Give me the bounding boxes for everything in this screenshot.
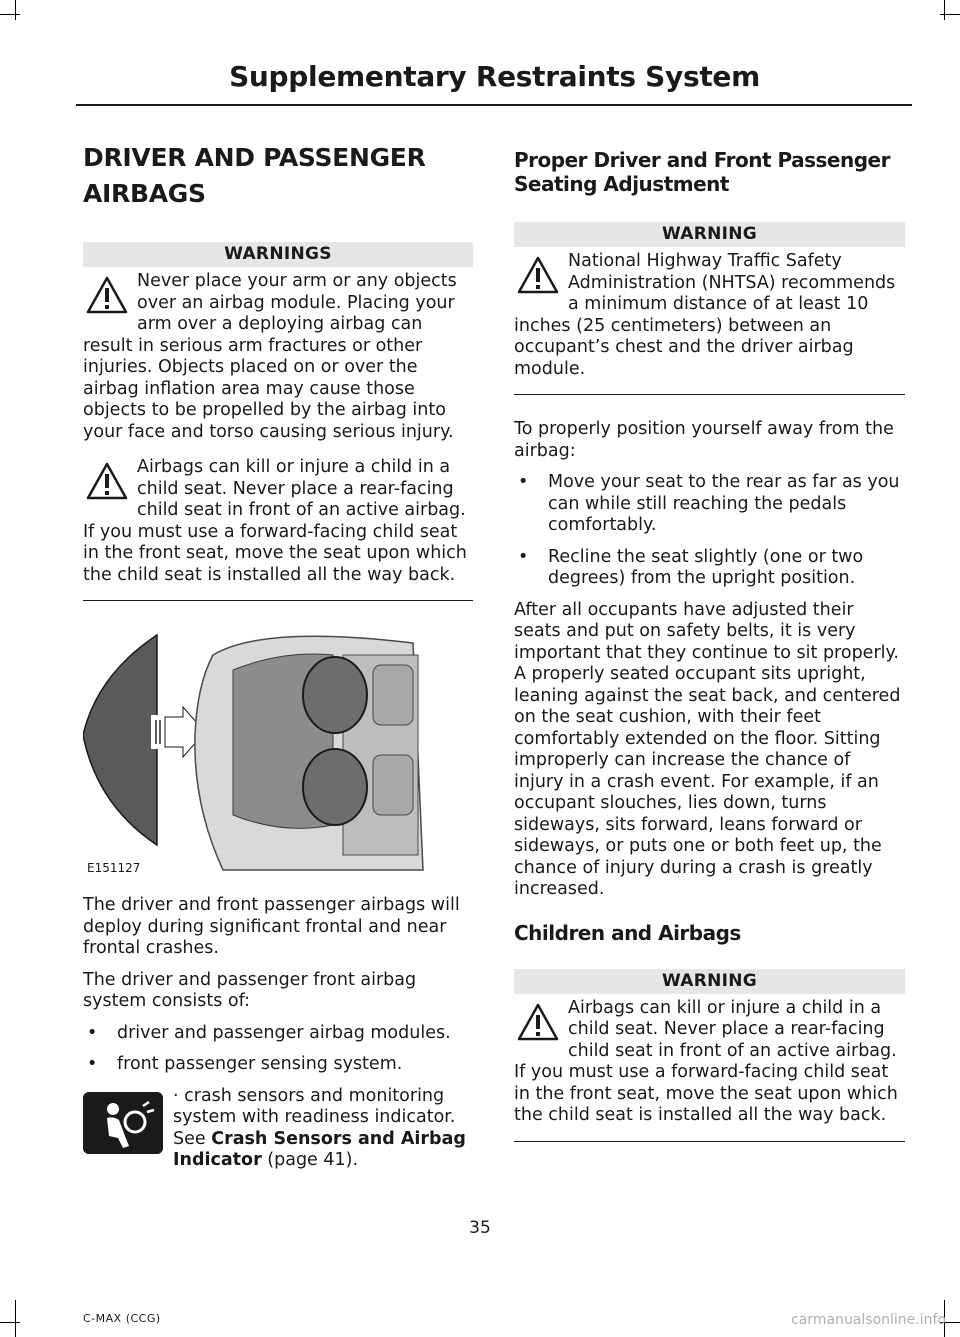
warning-block — [83, 271, 473, 443]
warning-end-rule — [83, 600, 473, 601]
body-paragraph: After all occupants have adjusted their seats and put on safety belts, it is very important that they continue to sit properly. A properly seated occupant sits upright, leaning against the seat back, and centered on the seat cushion, with their feet comfortably extended on the floor. Sitting improperly can increase the chance of injury in a crash event. For example, if an occupant slouches, lies down, turns sideways, sits forward, leans forward or sideways, or puts one or both feet up, the chance of injury during a crash is greatly increased. — [514, 599, 901, 899]
crop-mark — [0, 1322, 20, 1323]
list-item: • Move your seat to the rear as far as you can while still reaching the pedals comfortably. — [514, 472, 905, 537]
crop-mark — [944, 0, 945, 20]
crop-mark — [0, 14, 20, 15]
subsection-heading: Proper Driver and Front Passenger Seating Adjustment — [514, 148, 890, 196]
car-topview-illustration — [83, 625, 473, 875]
bullet-list — [83, 1023, 473, 1076]
right-column — [514, 148, 905, 1166]
warning-triangle-icon — [85, 275, 129, 315]
warning-triangle-icon — [85, 461, 129, 501]
subsection-heading: Children and Airbags — [514, 920, 741, 945]
warning-text: Airbags can kill or injure a child in a child seat. Never place a rear-facing child seat in front of an active airbag. If you must use a forward-facing child seat in the front seat, move the seat upon which the child seat is installed all the way back. — [83, 457, 467, 585]
crop-mark — [940, 14, 960, 15]
warning-block — [83, 457, 473, 586]
list-item: • driver and passenger airbag modules. — [83, 1023, 473, 1045]
watermark: carmanualsonline.info — [791, 1312, 946, 1328]
warning-triangle-icon — [516, 1002, 560, 1042]
warning-block — [514, 251, 905, 380]
indicator-text: · crash sensors and monitoring system with readiness indicator. See — [173, 1085, 456, 1149]
airbag-indicator-icon — [83, 1092, 163, 1154]
crop-mark — [15, 0, 16, 20]
warning-text: Airbags can kill or injure a child in a child seat. Never place a rear-facing child seat in front of an active airbag. If you must use a forward-facing child seat in the front seat, move the seat upon which the child seat is installed all the way back. — [514, 997, 898, 1125]
figure-code: E151127 — [87, 861, 141, 875]
warning-end-rule — [514, 394, 905, 395]
crop-mark — [15, 1300, 16, 1337]
cross-reference-link[interactable]: Crash Sensors and Airbag Indicator — [173, 1128, 466, 1170]
warning-text: National Highway Traffic Safety Administration (NHTSA) recommends a minimum distance of at least 10 inches (25 centimeters) between an occupant’s chest and the driver airbag module. — [514, 251, 896, 379]
page-number: 35 — [469, 1218, 491, 1238]
list-item: • front passenger sensing system. — [83, 1054, 473, 1076]
warnings-label: WARNINGS — [83, 242, 473, 267]
airbag-indicator-block — [83, 1086, 473, 1172]
body-paragraph: To properly position yourself away from the airbag: — [514, 419, 894, 461]
section-heading: DRIVER AND PASSENGER AIRBAGS — [83, 143, 426, 208]
bullet-list — [514, 472, 905, 590]
body-paragraph: The driver and passenger front airbag system consists of: — [83, 969, 417, 1011]
airbag-deployment-illustration — [83, 625, 473, 875]
warning-triangle-icon — [516, 255, 560, 295]
warning-label: WARNING — [514, 969, 905, 994]
warning-block — [514, 998, 905, 1127]
footer-model: C-MAX (CCG) — [83, 1312, 161, 1325]
body-paragraph: The driver and front passenger airbags will deploy during significant frontal and near frontal crashes. — [83, 895, 460, 958]
header-rule — [76, 104, 912, 106]
warning-label: WARNING — [514, 222, 905, 247]
warning-text: Never place your arm or any objects over an airbag module. Placing your arm over a deploying airbag can result in serious arm fractures or other injuries. Objects placed on or over the airbag inflation area may cause those objects to be propelled by the airbag into your face and torso causing serious injury. — [83, 271, 457, 442]
page-header-title: Supplementary Restraints System — [229, 60, 760, 93]
left-column — [83, 140, 473, 1172]
page-reference: (page 41). — [267, 1150, 359, 1170]
list-item: • Recline the seat slightly (one or two degrees) from the upright position. — [514, 547, 905, 590]
warning-end-rule — [514, 1141, 905, 1142]
